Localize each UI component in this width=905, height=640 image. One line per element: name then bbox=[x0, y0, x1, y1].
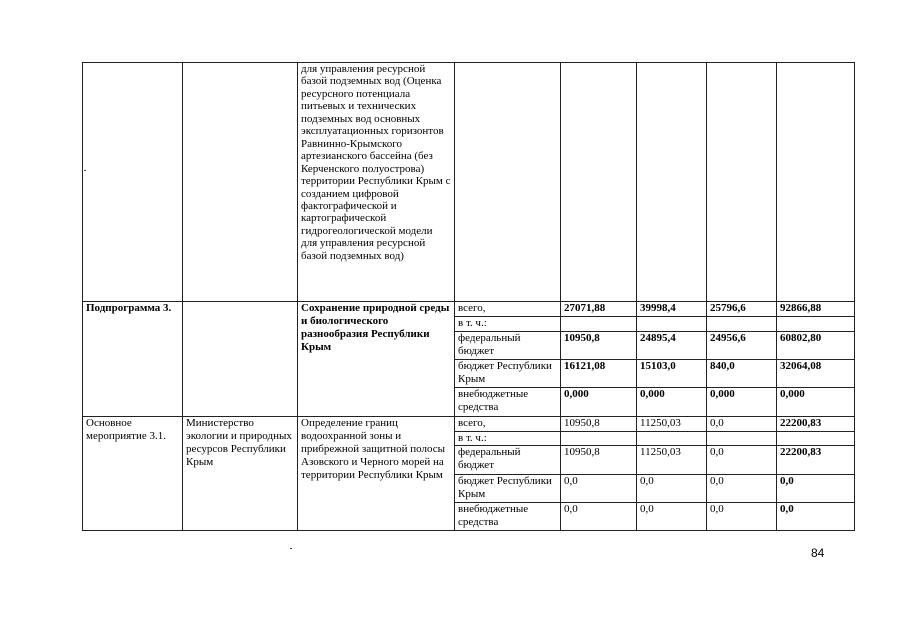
value-total: 60802,80 bbox=[777, 332, 855, 360]
continuation-description: для управления ресурсной базой подземных вод (Оценка ресурсного потенциала питьевых и технических подземных вод основных эксплуатационных горизонтов Равнинно-Крымского артезианского бассейна (без Керченского полуострова) территории Республики Крым с созданием цифровой фактографической и картографической гидрогеологической модели для управления ресурсной базой подземных вод) bbox=[298, 63, 455, 302]
value-cell: 840,0 bbox=[707, 360, 777, 388]
value-total: 32064,08 bbox=[777, 360, 855, 388]
value-total bbox=[777, 317, 855, 332]
value-cell: 15103,0 bbox=[637, 360, 707, 388]
funding-source: бюджет Республики Крым bbox=[455, 360, 561, 388]
value-total: 92866,88 bbox=[777, 302, 855, 317]
cell-empty bbox=[777, 63, 855, 302]
value-cell bbox=[637, 317, 707, 332]
value-cell: 0,0 bbox=[637, 475, 707, 503]
activity-executor: Министерство экологии и природных ресурсов Республики Крым bbox=[183, 417, 298, 531]
budget-table bbox=[82, 62, 855, 531]
value-cell bbox=[707, 432, 777, 446]
value-cell: 11250,03 bbox=[637, 417, 707, 432]
activity-name: Основное мероприятие 3.1. bbox=[83, 417, 183, 531]
cell-empty bbox=[707, 63, 777, 302]
table-row bbox=[83, 417, 855, 432]
value-cell: 0,0 bbox=[707, 417, 777, 432]
value-cell: 0,0 bbox=[707, 503, 777, 531]
funding-source: всего, bbox=[455, 302, 561, 317]
cell-empty bbox=[637, 63, 707, 302]
continuation-row bbox=[83, 63, 855, 302]
value-cell bbox=[561, 432, 637, 446]
subprogram-title: Сохранение природной среды и биологического разнообразия Республики Крым bbox=[298, 302, 455, 417]
value-total: 0,000 bbox=[777, 388, 855, 417]
cell-empty bbox=[455, 63, 561, 302]
value-cell: 11250,03 bbox=[637, 446, 707, 475]
funding-source: внебюджетные средства bbox=[455, 503, 561, 531]
scan-speck bbox=[84, 170, 86, 171]
funding-source: в т. ч.: bbox=[455, 432, 561, 446]
value-cell: 39998,4 bbox=[637, 302, 707, 317]
value-cell bbox=[637, 432, 707, 446]
value-cell: 0,0 bbox=[561, 475, 637, 503]
funding-source: бюджет Республики Крым bbox=[455, 475, 561, 503]
activity-title: Определение границ водоохранной зоны и прибрежной защитной полосы Азовского и Черного морей на территории Республики Крым bbox=[298, 417, 455, 531]
value-total: 22200,83 bbox=[777, 446, 855, 475]
value-cell: 24956,6 bbox=[707, 332, 777, 360]
funding-source: федеральный бюджет bbox=[455, 332, 561, 360]
funding-source: федеральный бюджет bbox=[455, 446, 561, 475]
value-cell: 25796,6 bbox=[707, 302, 777, 317]
value-cell: 0,0 bbox=[707, 475, 777, 503]
value-cell: 0,000 bbox=[707, 388, 777, 417]
subprogram-executor bbox=[183, 302, 298, 417]
cell-empty bbox=[183, 63, 298, 302]
funding-source: всего, bbox=[455, 417, 561, 432]
value-cell: 24895,4 bbox=[637, 332, 707, 360]
cell-empty bbox=[561, 63, 637, 302]
value-total bbox=[777, 432, 855, 446]
value-cell bbox=[561, 317, 637, 332]
page-number: 84 bbox=[811, 546, 825, 560]
table-row bbox=[83, 302, 855, 317]
funding-source: внебюджетные средства bbox=[455, 388, 561, 417]
value-cell: 27071,88 bbox=[561, 302, 637, 317]
value-cell: 10950,8 bbox=[561, 417, 637, 432]
value-cell: 0,0 bbox=[561, 503, 637, 531]
value-cell: 10950,8 bbox=[561, 446, 637, 475]
value-cell: 0,0 bbox=[707, 446, 777, 475]
funding-source: в т. ч.: bbox=[455, 317, 561, 332]
value-cell bbox=[707, 317, 777, 332]
value-total: 22200,83 bbox=[777, 417, 855, 432]
value-total: 0,0 bbox=[777, 475, 855, 503]
subprogram-name: Подпрограмма 3. bbox=[83, 302, 183, 417]
value-total: 0,0 bbox=[777, 503, 855, 531]
value-cell: 10950,8 bbox=[561, 332, 637, 360]
cell-empty bbox=[83, 63, 183, 302]
value-cell: 0,000 bbox=[561, 388, 637, 417]
value-cell: 0,000 bbox=[637, 388, 707, 417]
scan-speck bbox=[290, 548, 292, 549]
value-cell: 0,0 bbox=[637, 503, 707, 531]
value-cell: 16121,08 bbox=[561, 360, 637, 388]
